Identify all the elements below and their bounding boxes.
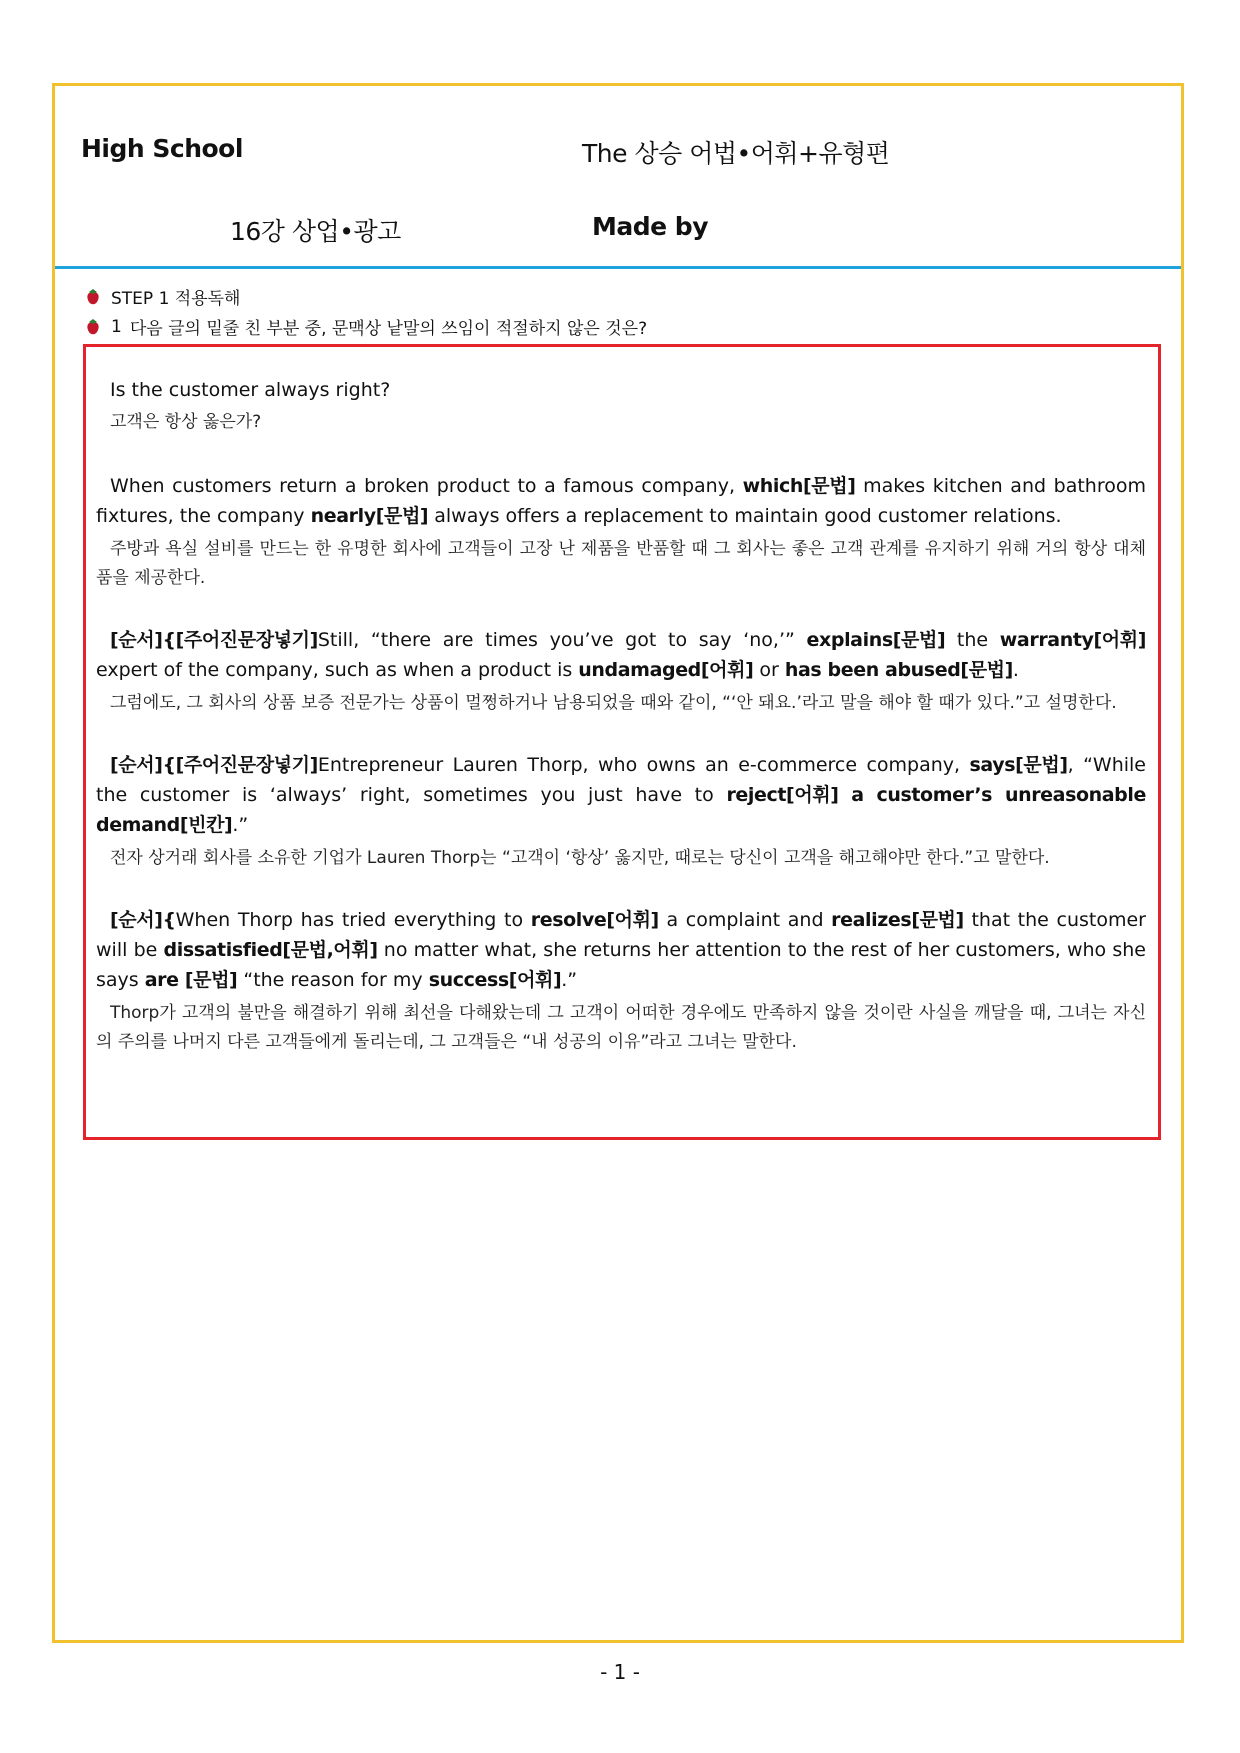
passage-box bbox=[83, 344, 1161, 1140]
paragraph-3-en: [순서]{[주어진문장넣기]Entrepreneur Lauren Thorp, who owns an e-commerce company, says[문법], “While the customer is ‘always’ right, sometimes you just have to reject[어휘] a customer’s unreasonable demand[빈칸].” bbox=[96, 754, 1146, 836]
step-heading bbox=[85, 284, 240, 309]
paragraph-1-ko: 주방과 욕실 설비를 만드는 한 유명한 회사에 고객들이 고장 난 제품을 반품할 때 그 회사는 좋은 고객 관계를 유지하기 위해 거의 항상 대체품을 제공한다. bbox=[96, 539, 1146, 588]
strawberry-bullet-icon bbox=[85, 288, 101, 306]
paragraph-2-ko: 그럼에도, 그 회사의 상품 보증 전문가는 상품이 멀쩡하거나 남용되었을 때와 같이, “‘안 돼요.’라고 말을 해야 할 때가 있다.”고 설명한다. bbox=[110, 693, 1117, 713]
step-label: STEP 1 적용독해 bbox=[111, 289, 241, 309]
paragraph-2 bbox=[96, 625, 1146, 718]
header-divider bbox=[55, 266, 1181, 269]
paragraph-3-ko: 전자 상거래 회사를 소유한 기업가 Lauren Thorp는 “고객이 ‘항상’ 옳지만, 때로는 당신이 고객을 해고해야만 한다.”고 말한다. bbox=[110, 848, 1050, 868]
paragraph-4 bbox=[96, 905, 1146, 1057]
question-text: 다음 글의 밑줄 친 부분 중, 문맥상 낱말의 쓰임이 적절하지 않은 것은? bbox=[129, 319, 648, 339]
passage-title-en: Is the customer always right? bbox=[110, 379, 391, 401]
header-book-title: The 상승 어법•어휘+유형편 bbox=[582, 139, 890, 168]
header-school: High School bbox=[81, 134, 243, 163]
paragraph-4-ko: Thorp가 고객의 불만을 해결하기 위해 최선을 다해왔는데 그 고객이 어떠한 경우에도 만족하지 않을 것이란 사실을 깨달을 때, 그녀는 자신의 주의를 나머지 다른 고객들에게 돌리는데, 그 고객들은 “내 성공의 이유”라고 그녀는 말한다. bbox=[96, 1003, 1146, 1052]
question-heading bbox=[85, 314, 647, 339]
question-number: 1 bbox=[111, 316, 122, 337]
paragraph-3 bbox=[96, 750, 1146, 873]
header-lesson: 16강 상업•광고 bbox=[230, 217, 401, 246]
header-made-by: Made by bbox=[592, 212, 708, 241]
passage-title-ko: 고객은 항상 옳은가? bbox=[110, 412, 262, 432]
page-number: - 1 - bbox=[600, 1660, 640, 1684]
paragraph-4-en: [순서]{When Thorp has tried everything to resolve[어휘] a complaint and realizes[문법] that the customer will be dissatisfied[문법,어휘] no matter what, she returns her attention to the rest of her customers, who she says are [문법] “the reason for my success[어휘].” bbox=[96, 909, 1146, 991]
paragraph-1-en: When customers return a broken product to a famous company, which[문법] makes kitchen and bathroom fixtures, the company nearly[문법] always offers a replacement to maintain good customer relations. bbox=[96, 475, 1146, 527]
paragraph-2-en: [순서]{[주어진문장넣기]Still, “there are times you’ve got to say ‘no,’” explains[문법] the warranty[어휘] expert of the company, such as when a product is undamaged[어휘] or has been abused[문법]. bbox=[96, 629, 1146, 681]
strawberry-bullet-icon bbox=[85, 318, 101, 336]
page-frame bbox=[52, 83, 1184, 1643]
paragraph-1 bbox=[96, 471, 1146, 593]
